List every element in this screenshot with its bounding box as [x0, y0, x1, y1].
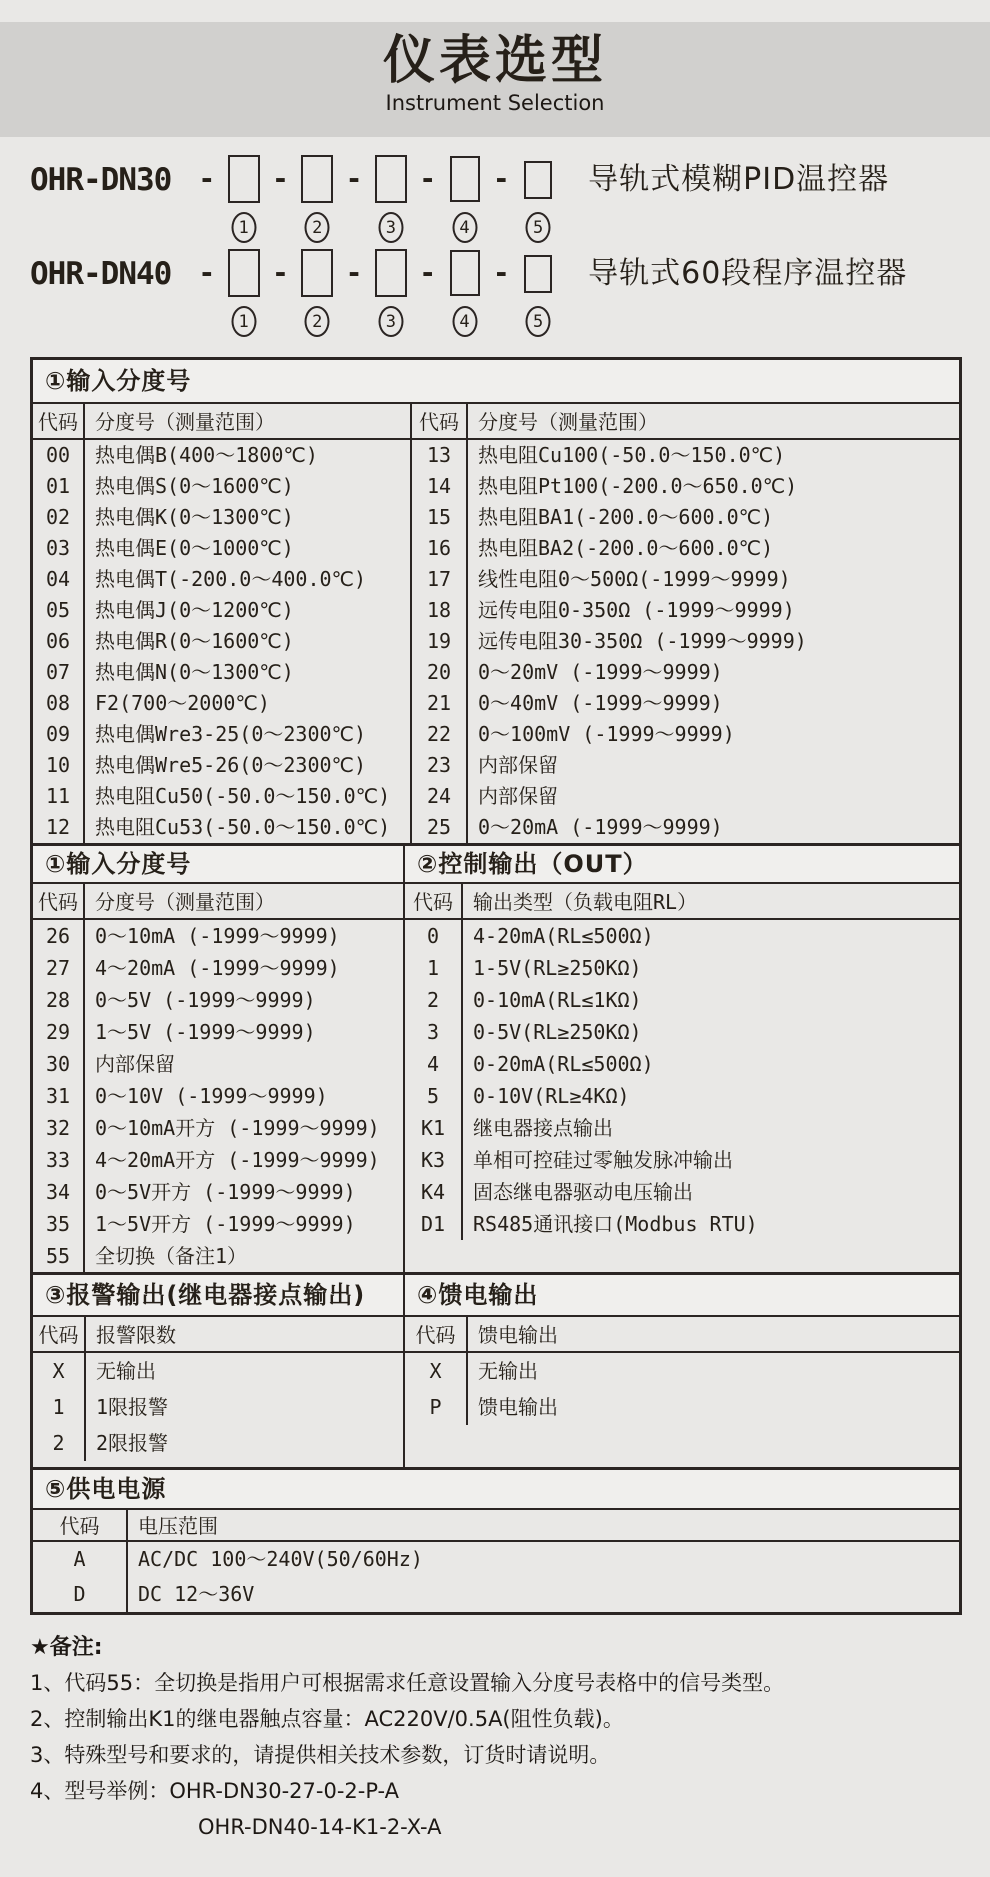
code-cell: 15	[412, 502, 468, 533]
code-cell: 29	[33, 1016, 85, 1048]
desc-column-header: 分度号（测量范围）	[95, 890, 275, 914]
code-box	[375, 155, 407, 203]
desc-cell: 0-10mA(RL≤1KΩ)	[473, 988, 642, 1012]
section-input-b-and-output	[33, 843, 959, 1272]
code-cell: 12	[33, 812, 85, 843]
dash-separator: -	[201, 162, 213, 195]
table-row	[33, 1542, 959, 1577]
table-row	[33, 1080, 403, 1112]
desc-cell: 0～40mV (-1999～9999)	[478, 691, 723, 715]
desc-column-header: 分度号（测量范围）	[95, 410, 275, 434]
code-cell: 03	[33, 533, 85, 564]
table-row	[412, 657, 959, 688]
model-position-1	[226, 155, 262, 249]
table-row	[412, 564, 959, 595]
model-position-2	[299, 249, 335, 343]
column-header-row	[33, 882, 403, 920]
table-row	[412, 502, 959, 533]
desc-cell: RS485通讯接口(Modbus RTU)	[473, 1212, 758, 1236]
code-cell: 22	[412, 719, 468, 750]
code-box	[450, 250, 480, 296]
section-title: ⑤供电电源	[33, 1470, 959, 1508]
input-table-left	[33, 402, 410, 843]
code-column-header: 代码	[412, 404, 468, 438]
desc-cell: 热电偶S(0～1600℃)	[95, 474, 294, 498]
position-number-badge: 3	[378, 212, 403, 243]
table-row	[33, 595, 410, 626]
code-cell: 3	[405, 1016, 463, 1048]
code-cell: 07	[33, 657, 85, 688]
desc-cell: 0～20mA (-1999～9999)	[478, 815, 723, 839]
table-row	[33, 750, 410, 781]
table-row	[33, 1240, 403, 1272]
remark-item: 3、特殊型号和要求的，请提供相关技术参数，订货时请说明。	[30, 1743, 611, 1767]
code-cell: 18	[412, 595, 468, 626]
desc-cell: 0～5V开方 (-1999～9999)	[95, 1180, 356, 1204]
code-cell: K3	[405, 1144, 463, 1176]
desc-cell: 0～20mV (-1999～9999)	[478, 660, 723, 684]
desc-cell: 0-10V(RL≥4KΩ)	[473, 1084, 630, 1108]
table-rows	[33, 920, 403, 1272]
code-cell: A	[33, 1542, 128, 1577]
code-cell: 33	[33, 1144, 85, 1176]
desc-cell: 热电偶Wre3-25(0～2300℃)	[95, 722, 367, 746]
model-position-4	[447, 249, 483, 343]
model-position-5	[520, 155, 556, 249]
desc-cell: 无输出	[478, 1359, 538, 1383]
code-cell: 11	[33, 781, 85, 812]
section-title: ④馈电输出	[403, 1275, 959, 1315]
table-row	[405, 1208, 959, 1240]
code-cell: 10	[33, 750, 85, 781]
remark-item: 1、代码55：全切换是指用户可根据需求任意设置输入分度号表格中的信号类型。	[30, 1671, 785, 1695]
position-number-badge: 4	[452, 212, 477, 243]
position-number-badge: 1	[231, 306, 256, 337]
table-row	[405, 1389, 959, 1425]
table-row	[33, 1016, 403, 1048]
table-row	[405, 1016, 959, 1048]
code-cell: 19	[412, 626, 468, 657]
desc-cell: 热电偶Wre5-26(0～2300℃)	[95, 753, 367, 777]
desc-cell: 热电偶R(0～1600℃)	[95, 629, 294, 653]
desc-cell: 热电偶T(-200.0～400.0℃)	[95, 567, 367, 591]
table-row	[405, 1048, 959, 1080]
desc-cell: 远传电阻30-350Ω (-1999～9999)	[478, 629, 807, 653]
table-row	[405, 1112, 959, 1144]
code-cell: D1	[405, 1208, 463, 1240]
table-row	[412, 533, 959, 564]
desc-column-header: 馈电输出	[478, 1323, 558, 1347]
position-number-badge: 5	[526, 212, 551, 243]
model-code-diagrams	[30, 155, 990, 343]
table-row	[33, 688, 410, 719]
desc-cell: 热电阻BA1(-200.0～600.0℃)	[478, 505, 774, 529]
desc-column-header: 输出类型（负载电阻RL）	[473, 890, 698, 914]
position-number-badge: 2	[305, 306, 330, 337]
table-row	[405, 1353, 959, 1389]
code-cell: 04	[33, 564, 85, 595]
desc-column-header: 分度号（测量范围）	[478, 410, 658, 434]
position-number-badge: 5	[526, 306, 551, 337]
code-cell: 24	[412, 781, 468, 812]
desc-cell: 4～20mA开方 (-1999～9999)	[95, 1148, 380, 1172]
code-column-header: 代码	[33, 1317, 86, 1351]
desc-cell: 单相可控硅过零触发脉冲输出	[473, 1148, 733, 1172]
model-position-3	[373, 155, 409, 249]
code-cell: 13	[412, 440, 468, 471]
table-row	[33, 471, 410, 502]
desc-cell: F2(700～2000℃)	[95, 691, 270, 715]
code-cell: 06	[33, 626, 85, 657]
model-prefix: OHR-DN40	[30, 256, 172, 292]
model-description: 导轨式60段程序温控器	[588, 256, 908, 291]
dash-separator: -	[421, 256, 434, 289]
table-row	[412, 781, 959, 812]
desc-column-header: 报警限数	[96, 1323, 176, 1347]
table-row	[33, 657, 410, 688]
page-title: 仪表选型	[382, 31, 607, 91]
code-cell: 23	[412, 750, 468, 781]
table-row	[33, 1389, 403, 1425]
desc-cell: 0-20mA(RL≤500Ω)	[473, 1052, 654, 1076]
table-row	[412, 719, 959, 750]
table-row	[33, 1577, 959, 1612]
code-box	[301, 249, 333, 297]
dash-separator: -	[495, 256, 508, 289]
position-number-badge: 3	[378, 306, 403, 337]
remark-item: 2、控制输出K1的继电器触点容量：AC220V/0.5A(阻性负载)。	[30, 1707, 624, 1731]
table-row	[405, 1080, 959, 1112]
model-position-1	[226, 249, 262, 343]
code-cell: 55	[33, 1240, 85, 1272]
code-column-header: 代码	[33, 884, 85, 918]
table-row	[412, 750, 959, 781]
table-row	[33, 533, 410, 564]
code-box	[301, 155, 333, 203]
desc-cell: 内部保留	[478, 784, 558, 808]
position-number-badge: 1	[231, 212, 256, 243]
column-header-row	[33, 1508, 959, 1542]
desc-cell: 热电阻Cu50(-50.0～150.0℃)	[95, 784, 391, 808]
code-cell: 05	[33, 595, 85, 626]
table-row	[412, 626, 959, 657]
desc-cell: 0～10V (-1999～9999)	[95, 1084, 328, 1108]
desc-cell: 全切换（备注1）	[95, 1244, 248, 1268]
desc-cell: 4～20mA (-1999～9999)	[95, 956, 340, 980]
dash-separator: -	[348, 256, 360, 289]
model-position-2	[299, 155, 335, 249]
alarm-table	[33, 1315, 403, 1467]
dash-separator: -	[274, 256, 287, 289]
column-header-row	[405, 1315, 959, 1353]
code-cell: X	[33, 1353, 86, 1389]
input-table-b	[33, 882, 403, 1272]
table-row	[33, 1112, 403, 1144]
desc-cell: 固态继电器驱动电压输出	[473, 1180, 693, 1204]
desc-cell: 无输出	[96, 1359, 156, 1383]
table-row	[405, 984, 959, 1016]
code-cell: 21	[412, 688, 468, 719]
desc-cell: 线性电阻0～500Ω(-1999～9999)	[478, 567, 791, 591]
table-row	[33, 440, 410, 471]
code-cell: 01	[33, 471, 85, 502]
desc-cell: 热电偶B(400～1800℃)	[95, 443, 318, 467]
code-cell: 0	[405, 920, 463, 952]
table-row	[33, 812, 410, 843]
position-number-badge: 4	[452, 306, 477, 337]
code-cell: 30	[33, 1048, 85, 1080]
desc-cell: 1-5V(RL≥250KΩ)	[473, 956, 642, 980]
table-row	[405, 1176, 959, 1208]
table-row	[412, 440, 959, 471]
table-rows	[33, 440, 410, 843]
code-box	[375, 249, 407, 297]
table-row	[33, 984, 403, 1016]
desc-column-header: 电压范围	[138, 1514, 218, 1538]
desc-cell: 热电阻Cu100(-50.0～150.0℃)	[478, 443, 786, 467]
dash-separator: -	[421, 162, 434, 195]
code-box	[228, 155, 260, 203]
desc-cell: 0～10mA (-1999～9999)	[95, 924, 340, 948]
model-position-3	[373, 249, 409, 343]
table-row	[412, 812, 959, 843]
table-row	[33, 1425, 403, 1461]
column-header-row	[33, 1315, 403, 1353]
code-cell: 31	[33, 1080, 85, 1112]
model-row-dn30	[30, 155, 990, 249]
remarks-list	[30, 1665, 990, 1809]
code-cell: 02	[33, 502, 85, 533]
section-title: ③报警输出(继电器接点输出)	[33, 1275, 403, 1315]
table-row	[33, 1048, 403, 1080]
code-box	[524, 161, 552, 199]
desc-cell: AC/DC 100～240V(50/60Hz)	[138, 1547, 423, 1571]
code-column-header: 代码	[405, 884, 463, 918]
code-cell: 20	[412, 657, 468, 688]
desc-cell: 继电器接点输出	[473, 1116, 613, 1140]
code-cell: 14	[412, 471, 468, 502]
section-alarm-and-feed	[33, 1272, 959, 1467]
desc-cell: 热电阻BA2(-200.0～600.0℃)	[478, 536, 774, 560]
desc-cell: 内部保留	[478, 753, 558, 777]
desc-cell: 1～5V开方 (-1999～9999)	[95, 1212, 356, 1236]
section-title: ①输入分度号	[33, 360, 959, 402]
code-cell: 00	[33, 440, 85, 471]
desc-cell: 4-20mA(RL≤500Ω)	[473, 924, 654, 948]
dash-separator: -	[348, 162, 360, 195]
code-cell: 28	[33, 984, 85, 1016]
desc-cell: 0～5V (-1999～9999)	[95, 988, 316, 1012]
column-header-row	[405, 882, 959, 920]
dash-separator: -	[274, 162, 287, 195]
code-column-header: 代码	[33, 404, 85, 438]
table-row	[33, 1353, 403, 1389]
code-cell: 25	[412, 812, 468, 843]
column-header-row	[412, 402, 959, 440]
desc-cell: 2限报警	[96, 1431, 169, 1455]
desc-cell: 1限报警	[96, 1395, 169, 1419]
section-title: ①输入分度号	[33, 846, 403, 882]
position-number-badge: 2	[305, 212, 330, 243]
output-table	[403, 882, 959, 1272]
input-table-right	[410, 402, 959, 843]
desc-cell: 0～10mA开方 (-1999～9999)	[95, 1116, 380, 1140]
desc-cell: 内部保留	[95, 1052, 175, 1076]
desc-cell: 0～100mV (-1999～9999)	[478, 722, 735, 746]
code-cell: 2	[405, 984, 463, 1016]
code-cell: 09	[33, 719, 85, 750]
code-box	[228, 249, 260, 297]
code-cell: 1	[33, 1389, 86, 1425]
code-cell: 27	[33, 952, 85, 984]
remark-item: 4、型号举例：OHR-DN30-27-0-2-P-A	[30, 1779, 400, 1803]
desc-cell: 馈电输出	[478, 1395, 558, 1419]
code-cell: 16	[412, 533, 468, 564]
code-cell: P	[405, 1389, 468, 1425]
power-table	[33, 1508, 959, 1612]
dash-separator: -	[201, 256, 213, 289]
code-cell: 34	[33, 1176, 85, 1208]
section-power-supply	[33, 1467, 959, 1612]
table-rows	[33, 1353, 403, 1467]
desc-cell: 热电阻Cu53(-50.0～150.0℃)	[95, 815, 391, 839]
remarks-heading: ★备注:	[30, 1635, 103, 1660]
table-row	[405, 920, 959, 952]
table-row	[412, 471, 959, 502]
code-cell: 4	[405, 1048, 463, 1080]
code-cell: 35	[33, 1208, 85, 1240]
desc-cell: 热电偶E(0～1000℃)	[95, 536, 294, 560]
dash-separator: -	[495, 162, 508, 195]
table-rows	[33, 1542, 959, 1612]
code-cell: 2	[33, 1425, 86, 1461]
table-row	[33, 1208, 403, 1240]
table-row	[405, 1144, 959, 1176]
model-row-dn40	[30, 249, 990, 343]
desc-cell: 1～5V (-1999～9999)	[95, 1020, 316, 1044]
page-header	[0, 22, 990, 137]
table-row	[33, 719, 410, 750]
column-header-row	[33, 402, 410, 440]
table-row	[412, 595, 959, 626]
table-rows	[405, 1353, 959, 1431]
code-cell: 08	[33, 688, 85, 719]
code-column-header: 代码	[405, 1317, 468, 1351]
table-row	[33, 920, 403, 952]
table-row	[33, 781, 410, 812]
code-cell: 5	[405, 1080, 463, 1112]
code-cell: 32	[33, 1112, 85, 1144]
feed-table	[403, 1315, 959, 1467]
code-box	[524, 255, 552, 293]
desc-cell: 热电偶K(0～1300℃)	[95, 505, 294, 529]
table-row	[33, 626, 410, 657]
table-row	[405, 952, 959, 984]
code-cell: K4	[405, 1176, 463, 1208]
model-prefix: OHR-DN30	[30, 162, 172, 198]
code-cell: 26	[33, 920, 85, 952]
table-row	[412, 688, 959, 719]
code-cell: D	[33, 1577, 128, 1612]
code-cell: 1	[405, 952, 463, 984]
code-cell: X	[405, 1353, 468, 1389]
desc-cell: 热电偶J(0～1200℃)	[95, 598, 294, 622]
desc-cell: 远传电阻0-350Ω (-1999～9999)	[478, 598, 795, 622]
model-position-4	[447, 155, 483, 249]
remarks-section	[30, 1631, 990, 1845]
selection-table	[30, 357, 962, 1615]
code-cell: 17	[412, 564, 468, 595]
desc-cell: DC 12～36V	[138, 1582, 255, 1606]
section-title: ②控制输出（OUT）	[403, 846, 959, 882]
page-subtitle: Instrument Selection	[385, 91, 605, 115]
code-cell: K1	[405, 1112, 463, 1144]
table-row	[33, 1176, 403, 1208]
code-column-header: 代码	[33, 1510, 128, 1540]
table-row	[33, 564, 410, 595]
table-rows	[412, 440, 959, 843]
desc-cell: 热电阻Pt100(-200.0～650.0℃)	[478, 474, 798, 498]
desc-cell: 热电偶N(0～1300℃)	[95, 660, 294, 684]
desc-cell: 0-5V(RL≥250KΩ)	[473, 1020, 642, 1044]
code-box	[450, 156, 480, 202]
table-rows	[405, 920, 959, 1240]
model-position-5	[520, 249, 556, 343]
section-input-graduation-a	[33, 360, 959, 843]
table-row	[33, 1144, 403, 1176]
table-row	[33, 952, 403, 984]
model-example-2: OHR-DN40-14-K1-2-X-A	[198, 1815, 442, 1839]
model-description: 导轨式模糊PID温控器	[588, 162, 890, 197]
table-row	[33, 502, 410, 533]
